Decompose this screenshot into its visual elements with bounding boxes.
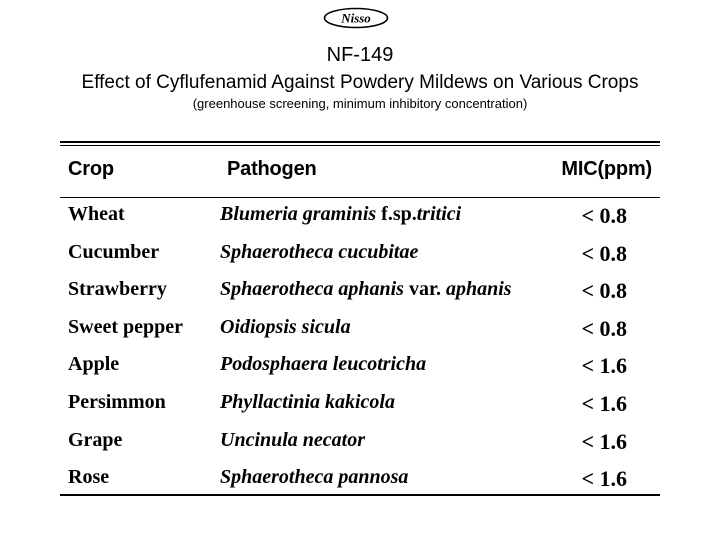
pathogen-species: Sphaerotheca aphanis <box>220 278 404 301</box>
mic-cell: < 0.8 <box>581 278 627 304</box>
mic-cell: < 1.6 <box>581 391 627 416</box>
pathogen-cell <box>220 466 408 489</box>
table-row <box>60 316 660 354</box>
mic-cell: < 0.8 <box>581 315 627 341</box>
table-row <box>60 353 660 391</box>
table-top-rule <box>60 141 660 143</box>
mic-cell: < 0.8 <box>581 240 627 266</box>
pathogen-cell <box>220 429 365 452</box>
pathogen-subspecies: aphanis <box>445 278 512 301</box>
crop-cell: Sweet pepper <box>68 315 183 338</box>
nisso-logo <box>323 7 389 29</box>
pathogen-species: Sphaerotheca cucubitae <box>220 240 419 263</box>
main-title: Effect of Cyflufenamid Against Powdery Mildews on Various Crops <box>81 72 639 93</box>
subtitle: (greenhouse screening, minimum inhibitory concentration) <box>192 96 528 111</box>
pathogen-species: Phyllactinia kakicola <box>220 391 395 413</box>
table-row <box>60 203 660 241</box>
crop-cell: Strawberry <box>68 278 167 301</box>
pathogen-subspecies: tritici <box>416 203 462 225</box>
header-crop: Crop <box>68 158 114 180</box>
table-row <box>60 466 660 504</box>
pathogen-cell <box>220 203 461 226</box>
mic-cell: < 1.6 <box>581 466 627 492</box>
pathogen-species: Sphaerotheca pannosa <box>220 466 409 489</box>
pathogen-cell <box>220 353 426 376</box>
pathogen-species: Uncinula necator <box>220 428 366 451</box>
pathogen-cell <box>220 278 512 301</box>
table-top-rule-inner <box>60 145 660 146</box>
crop-cell: Persimmon <box>68 391 166 413</box>
crop-cell: Rose <box>68 466 110 489</box>
table-row <box>60 391 660 429</box>
product-code-title: NF-149 <box>326 44 394 66</box>
pathogen-species: Blumeria graminis <box>220 203 377 225</box>
header-mic: MIC(ppm) <box>561 158 652 180</box>
table-row <box>60 241 660 279</box>
pathogen-species: Podosphaera leucotricha <box>220 353 427 376</box>
crop-cell: Grape <box>68 428 123 451</box>
pathogen-rank: f.sp. <box>376 203 417 225</box>
logo-text: Nisso <box>341 10 371 26</box>
pathogen-cell <box>220 391 395 414</box>
table-bottom-rule <box>60 494 660 496</box>
header-pathogen: Pathogen <box>227 158 317 180</box>
crop-cell: Apple <box>68 353 120 376</box>
crop-cell: Cucumber <box>68 240 160 263</box>
pathogen-cell <box>220 241 418 264</box>
header-rule <box>60 197 660 198</box>
nisso-logo-mark <box>323 7 389 29</box>
pathogen-cell <box>220 316 351 339</box>
mic-cell: < 1.6 <box>581 353 627 379</box>
pathogen-rank: var. <box>403 278 446 301</box>
table-row <box>60 278 660 316</box>
crop-cell: Wheat <box>68 203 125 225</box>
table-row <box>60 429 660 467</box>
mic-table <box>60 141 660 497</box>
mic-cell: < 0.8 <box>581 203 627 228</box>
mic-cell: < 1.6 <box>581 428 627 454</box>
pathogen-species: Oidiopsis sicula <box>220 315 351 338</box>
